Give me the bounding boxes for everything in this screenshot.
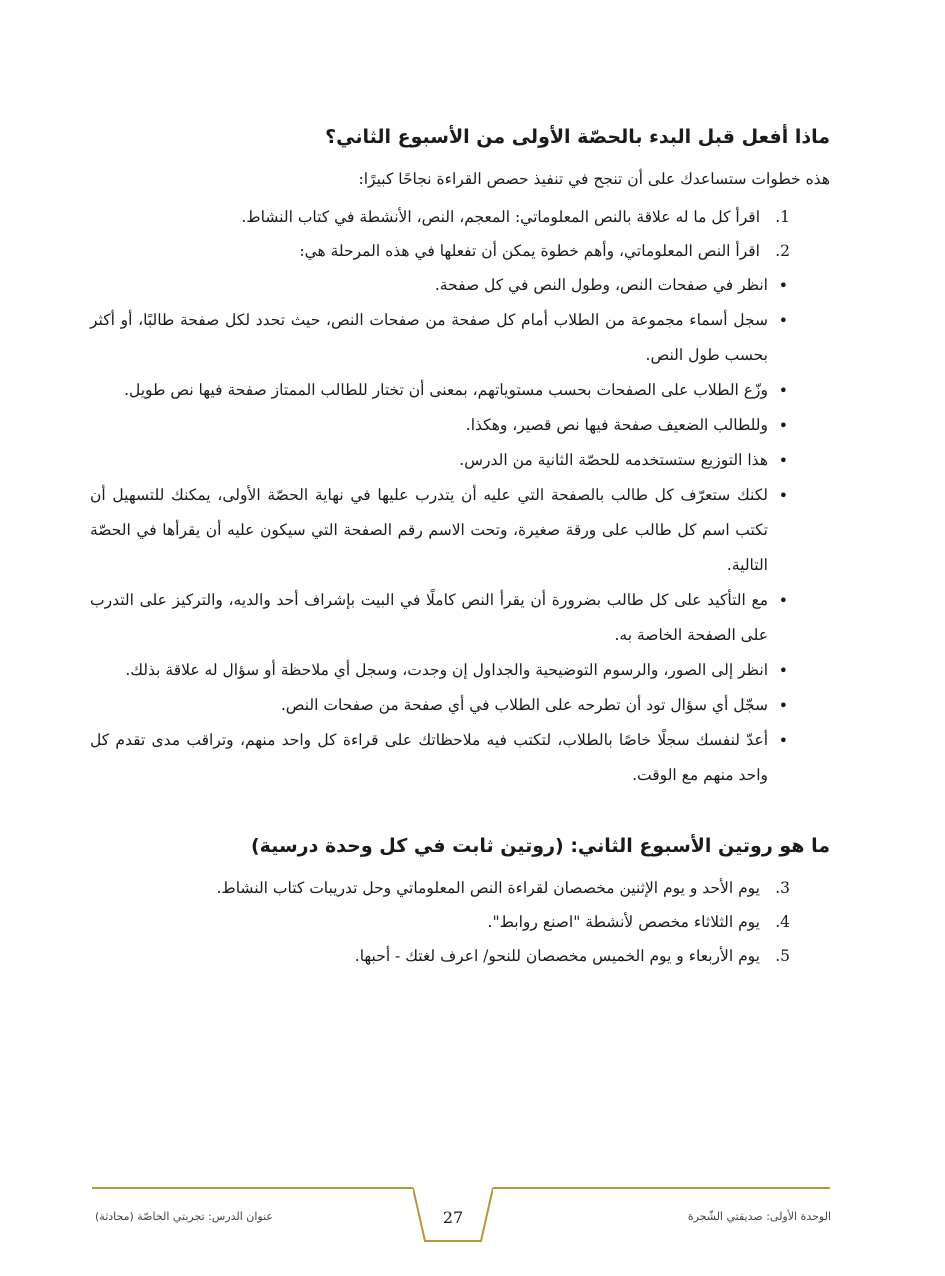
step-3: [90, 871, 830, 905]
list-item: • انظر في صفحات النص، وطول النص في كل صفحة.: [90, 268, 790, 303]
footer-rule-right: [493, 1187, 830, 1189]
list-item: • سجّل أي سؤال تود أن تطرحه على الطلاب في أي صفحة من صفحات النص.: [90, 688, 790, 723]
section2: [90, 829, 830, 973]
step-text: اقرأ النص المعلوماتي، وأهم خطوة يمكن أن تفعلها في هذه المرحلة هي:: [299, 242, 760, 260]
step-number: 3.: [775, 879, 790, 897]
footer-unit: الوحدة الأولى: صديقتي الشّجرة: [687, 1210, 831, 1223]
step-text: يوم الثلاثاء مخصص لأنشطة "اصنع روابط".: [487, 913, 760, 931]
page-number: 27: [442, 1208, 464, 1227]
list-item: • انظر إلى الصور، والرسوم التوضيحية والجداول إن وجدت، وسجل أي ملاحظة أو سؤال له علاقة بذلك.: [90, 653, 790, 688]
step-1: [90, 200, 830, 234]
step-5: [90, 939, 830, 973]
list-item: • لكنك ستعرّف كل طالب بالصفحة التي عليه أن يتدرب عليها في نهاية الحصّة الأولى، يمكنك للتسهيل أن تكتب اسم كل طالب على ورقة صغيرة، وتحت الاسم رقم الصفحة التي سيكون عليه أن يقرأها في الحصّة التالية.: [90, 478, 790, 583]
list-item: • هذا التوزيع ستستخدمه للحصّة الثانية من الدرس.: [90, 443, 790, 478]
footer-lesson: عنوان الدرس: تجربتي الخاصّة (محادثة): [95, 1210, 273, 1223]
list-item: • مع التأكيد على كل طالب بضرورة أن يقرأ النص كاملًا في البيت بإشراف أحد والديه، والتركيز على التدرب على الصفحة الخاصة به.: [90, 583, 790, 653]
page-content: [90, 120, 830, 973]
section1-title: ماذا أفعل قبل البدء بالحصّة الأولى من الأسبوع الثاني؟: [325, 126, 830, 148]
step-text: يوم الأربعاء و يوم الخميس مخصصان للنحو/ اعرف لغتك - أحبها.: [354, 947, 760, 965]
list-item: • سجل أسماء مجموعة من الطلاب أمام كل صفحة من صفحات النص، حيث تحدد لكل صفحة طالبًا، أو أكثر بحسب طول النص.: [90, 303, 790, 373]
section2-title: ما هو روتين الأسبوع الثاني: (روتين ثابت في كل وحدة درسية): [251, 835, 830, 857]
step-number: 2.: [775, 242, 790, 260]
list-item: • وزّع الطلاب على الصفحات بحسب مستوياتهم، بمعنى أن تختار للطالب الممتاز صفحة فيها نص طويل.: [90, 373, 790, 408]
list-item: • وللطالب الضعيف صفحة فيها نص قصير، وهكذا.: [90, 408, 790, 443]
step-4: [90, 905, 830, 939]
list-item: • أعدّ لنفسك سجلًا خاصًا بالطلاب، لتكتب فيه ملاحظاتك على قراءة كل واحد منهم، وتراقب مدى تقدم كل واحد منهم مع الوقت.: [90, 723, 790, 793]
section1-intro: هذه خطوات ستساعدك على أن تنجح في تنفيذ حصص القراءة نجاحًا كبيرًا:: [358, 170, 830, 188]
step-text: يوم الأحد و يوم الإثنين مخصصان لقراءة النص المعلوماتي وحل تدريبات كتاب النشاط.: [216, 879, 760, 897]
step-number: 4.: [775, 913, 790, 931]
step-text: اقرأ كل ما له علاقة بالنص المعلوماتي: المعجم، النص، الأنشطة في كتاب النشاط.: [241, 208, 760, 226]
step-number: 1.: [775, 208, 790, 226]
footer-rule-left: [92, 1187, 413, 1189]
step-number: 5.: [775, 947, 790, 965]
bullet-list: [90, 268, 830, 793]
step-2: [90, 234, 830, 268]
